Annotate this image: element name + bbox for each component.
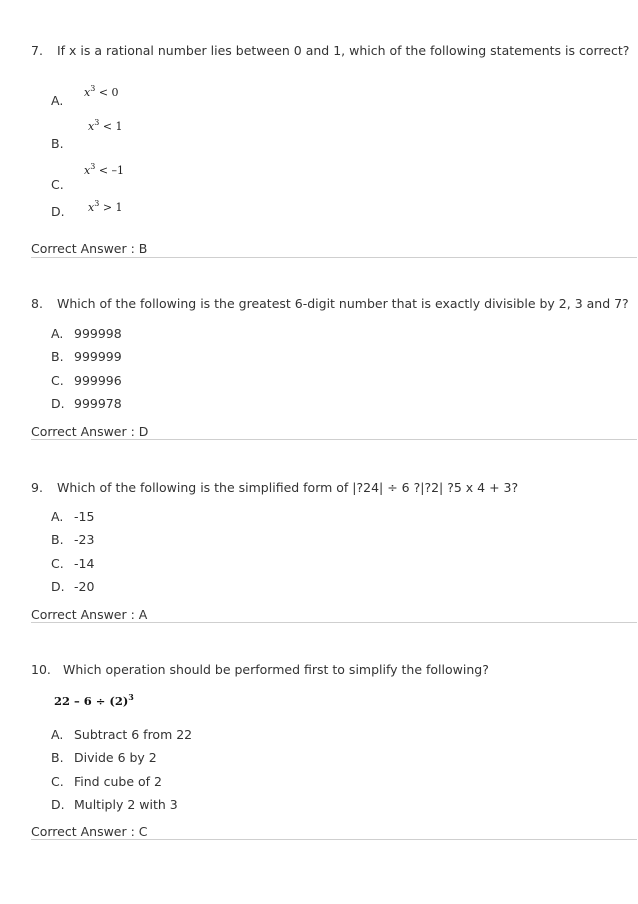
option-letter-a: A. bbox=[51, 509, 64, 524]
option-math-d[interactable]: $x^3 > 1$ bbox=[88, 199, 123, 214]
question-text: If x is a rational number lies between 0 and 1, which of the following statements is correct? bbox=[57, 43, 630, 58]
option-math-b[interactable]: $x^3 < 1$ bbox=[88, 118, 123, 133]
correct-answer: Correct Answer : A bbox=[31, 607, 148, 622]
option-text-b[interactable]: Divide 6 by 2 bbox=[74, 750, 157, 765]
question-text: Which operation should be performed first to simplify the following? bbox=[63, 662, 489, 677]
option-letter-c: C. bbox=[51, 177, 64, 192]
correct-answer: Correct Answer : B bbox=[31, 241, 148, 256]
option-letter-d: D. bbox=[51, 579, 65, 594]
question-number: 10. bbox=[31, 662, 51, 677]
divider bbox=[31, 257, 637, 258]
option-letter-d: D. bbox=[51, 797, 65, 812]
option-text-b[interactable]: -23 bbox=[74, 532, 95, 547]
option-letter-a: A. bbox=[51, 727, 64, 742]
option-letter-b: B. bbox=[51, 532, 64, 547]
question-number: 9. bbox=[31, 480, 43, 495]
option-text-a[interactable]: -15 bbox=[74, 509, 95, 524]
option-letter-d: D. bbox=[51, 396, 65, 411]
option-math-c[interactable]: $x^3 < -1$ bbox=[84, 162, 125, 177]
option-letter-c: C. bbox=[51, 774, 64, 789]
divider bbox=[31, 839, 637, 840]
expression: $22 - 6 \div (2)^3$ bbox=[54, 692, 134, 708]
option-text-d[interactable]: -20 bbox=[74, 579, 95, 594]
question-text: Which of the following is the simplified form of |?24| ÷ 6 ?|?2| ?5 x 4 + 3? bbox=[57, 480, 519, 495]
divider bbox=[31, 622, 637, 623]
option-text-b[interactable]: 999999 bbox=[74, 349, 122, 364]
option-text-c[interactable]: Find cube of 2 bbox=[74, 774, 162, 789]
question-number: 7. bbox=[31, 43, 43, 58]
divider bbox=[31, 439, 637, 440]
question-number: 8. bbox=[31, 296, 43, 311]
option-text-a[interactable]: Subtract 6 from 22 bbox=[74, 727, 193, 742]
option-text-a[interactable]: 999998 bbox=[74, 326, 122, 341]
option-letter-b: B. bbox=[51, 750, 64, 765]
option-letter-b: B. bbox=[51, 136, 64, 151]
option-letter-b: B. bbox=[51, 349, 64, 364]
option-letter-c: C. bbox=[51, 373, 64, 388]
option-text-c[interactable]: -14 bbox=[74, 556, 95, 571]
option-letter-c: C. bbox=[51, 556, 64, 571]
question-text: Which of the following is the greatest 6-digit number that is exactly divisible by 2, 3 and 7? bbox=[57, 296, 629, 311]
option-math-a[interactable]: $x^3 < 0$ bbox=[84, 84, 119, 99]
option-letter-a: A. bbox=[51, 93, 64, 108]
option-letter-d: D. bbox=[51, 204, 65, 219]
correct-answer: Correct Answer : C bbox=[31, 824, 148, 839]
option-text-c[interactable]: 999996 bbox=[74, 373, 122, 388]
option-text-d[interactable]: Multiply 2 with 3 bbox=[74, 797, 178, 812]
correct-answer: Correct Answer : D bbox=[31, 424, 149, 439]
option-letter-a: A. bbox=[51, 326, 64, 341]
option-text-d[interactable]: 999978 bbox=[74, 396, 122, 411]
